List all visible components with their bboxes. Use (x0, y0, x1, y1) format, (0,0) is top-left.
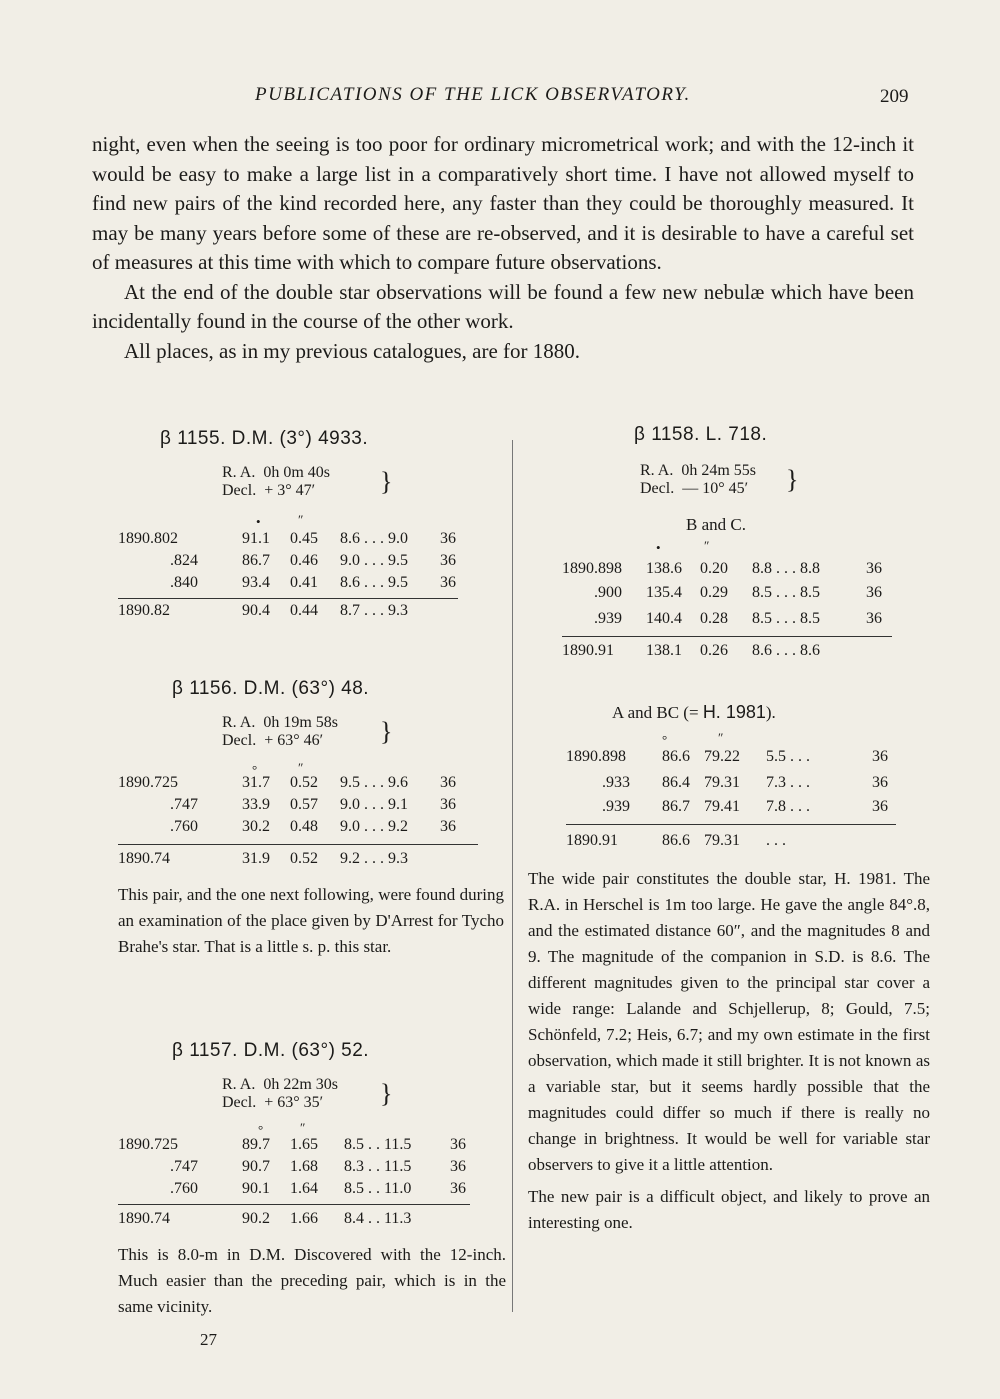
obs-magnitudes: 9.0 . . . 9.2 (340, 818, 408, 835)
obs-distance: 0.20 (700, 560, 728, 577)
obs-distance: 79.31 (704, 774, 740, 791)
entry-note (118, 1242, 506, 1320)
pair-subheading: B and C. (686, 515, 746, 534)
obs-angle: 86.4 (662, 774, 690, 791)
obs-date: 1890.898 (566, 748, 626, 765)
obs-date: .933 (602, 774, 630, 791)
obs-date: .840 (170, 574, 198, 591)
obs-distance: 1.66 (290, 1210, 318, 1227)
observation-table (118, 1122, 478, 1234)
entry-title: β 1158. L. 718. (634, 424, 768, 445)
decl-label: Decl. (222, 482, 257, 499)
degree-mark: ° (252, 762, 258, 777)
obs-distance: 0.26 (700, 642, 728, 659)
brace-mark: } (380, 717, 393, 746)
subheading-text: ). (765, 703, 776, 722)
obs-date: 1890.74 (118, 850, 170, 867)
obs-nights: 36 (440, 530, 456, 547)
entry-title: β 1156. D.M. (63°) 48. (172, 678, 370, 699)
ra-value: 0h 22m 30s (263, 1076, 339, 1093)
subheading-text: A and BC (= (612, 703, 703, 722)
obs-nights: 36 (866, 610, 882, 627)
obs-distance: 1.64 (290, 1180, 318, 1197)
obs-nights: 36 (872, 774, 888, 791)
obs-magnitudes: 9.0 . . . 9.1 (340, 796, 408, 813)
observation-table (118, 762, 478, 874)
obs-nights: 36 (440, 774, 456, 791)
obs-distance: 0.48 (290, 818, 318, 835)
obs-magnitudes: 9.2 . . . 9.3 (340, 850, 408, 867)
ra-label: R. A. (222, 714, 256, 731)
obs-date: 1890.91 (562, 642, 614, 659)
obs-angle: 31.7 (242, 774, 270, 791)
pair-subheading (612, 702, 776, 723)
ra-label: R. A. (222, 1076, 256, 1093)
obs-distance: 0.45 (290, 530, 318, 547)
seconds-mark: ″ (298, 512, 304, 527)
obs-magnitudes: 5.5 . . . (766, 748, 810, 765)
obs-angle: 86.7 (662, 798, 690, 815)
entry-b1158 (634, 424, 767, 446)
obs-date: .760 (170, 818, 198, 835)
decl-value: + 63° 46′ (264, 732, 324, 749)
table-rule (118, 598, 458, 599)
entry-b1155 (160, 428, 368, 450)
obs-nights: 36 (440, 552, 456, 569)
entry-b1157 (172, 1040, 369, 1062)
obs-distance: 0.41 (290, 574, 318, 591)
obs-angle: 90.4 (242, 602, 270, 619)
table-rule (118, 1204, 470, 1205)
coordinates (222, 1076, 422, 1116)
obs-date: .939 (602, 798, 630, 815)
obs-distance: 79.31 (704, 832, 740, 849)
entry-b1156 (172, 678, 369, 700)
note-paragraph: The new pair is a difficult object, and likely to prove an interesting one. (528, 1187, 930, 1232)
obs-magnitudes: 9.0 . . . 9.5 (340, 552, 408, 569)
obs-magnitudes: 7.8 . . . (766, 798, 810, 815)
brace-mark: } (380, 1079, 393, 1108)
entry-note (118, 882, 504, 960)
obs-distance: 0.52 (290, 774, 318, 791)
observation-table (118, 514, 478, 624)
decl-label: Decl. (640, 480, 675, 497)
decl-label: Decl. (222, 1094, 257, 1111)
obs-distance: 0.44 (290, 602, 318, 619)
obs-nights: 36 (440, 818, 456, 835)
ra-value: 0h 19m 58s (263, 714, 339, 731)
obs-angle: 138.1 (646, 642, 682, 659)
obs-magnitudes: 8.6 . . . 8.6 (752, 642, 820, 659)
obs-magnitudes: 8.5 . . . 8.5 (752, 584, 820, 601)
entry-title: β 1155. D.M. (3°) 4933. (160, 428, 369, 449)
obs-distance: 1.65 (290, 1136, 318, 1153)
note-paragraph: The wide pair constitutes the double star, H. 1981. The R.A. in Herschel is 1m too large. He gave the angle 84°.8, and the estimated distance 60″, and the magnitudes 8 and 9. The magnitude of the companion in S.D. is 8.6. The different magnitudes given to the principal star cover a wide range: Lalande and Schjellerup, 8; Gould, 7.5; Schönfeld, 7.2; Heis, 6.7; and my own estimate in the first observation, which made it still brighter. It is not known as a variable star, but it seems hardly possible that the magnitudes could differ so much if there is really no change in brightness. It would be well for variable star observers to give it a little attention. (528, 869, 930, 1174)
obs-date: 1890.802 (118, 530, 178, 547)
obs-angle: 90.2 (242, 1210, 270, 1227)
obs-magnitudes: 8.5 . . 11.5 (344, 1136, 412, 1153)
obs-magnitudes: 8.5 . . 11.0 (344, 1180, 412, 1197)
page-number: 209 (880, 86, 909, 107)
obs-date: .824 (170, 552, 198, 569)
obs-angle: 90.7 (242, 1158, 270, 1175)
obs-nights: 36 (440, 796, 456, 813)
obs-date: 1890.74 (118, 1210, 170, 1227)
obs-angle: 89.7 (242, 1136, 270, 1153)
ra-value: 0h 24m 55s (681, 462, 757, 479)
obs-distance: 0.52 (290, 850, 318, 867)
obs-nights: 36 (872, 748, 888, 765)
obs-nights: 36 (872, 798, 888, 815)
decl-value: — 10° 45′ (682, 480, 749, 497)
obs-magnitudes: 8.8 . . . 8.8 (752, 560, 820, 577)
obs-magnitudes: 9.5 . . . 9.6 (340, 774, 408, 791)
obs-angle: 30.2 (242, 818, 270, 835)
subheading-catalog-ref: H. 1981 (702, 702, 766, 722)
obs-angle: 90.1 (242, 1180, 270, 1197)
ra-label: R. A. (222, 464, 256, 481)
seconds-mark: ″ (300, 1120, 306, 1135)
obs-magnitudes: 8.7 . . . 9.3 (340, 602, 408, 619)
table-rule (118, 844, 478, 845)
entry-note (528, 866, 930, 1236)
coordinates (640, 462, 840, 502)
ra-label: R. A. (640, 462, 674, 479)
obs-date: .747 (170, 796, 198, 813)
obs-magnitudes: . . . (766, 832, 786, 849)
obs-angle: 86.6 (662, 748, 690, 765)
obs-distance: 0.46 (290, 552, 318, 569)
note-paragraph: This is 8.0-m in D.M. Discovered with the 12-inch. Much easier than the preceding pair, which is in the same vicinity. (118, 1245, 506, 1316)
obs-magnitudes: 7.3 . . . (766, 774, 810, 791)
observation-table (562, 540, 902, 664)
obs-date: 1890.91 (566, 832, 618, 849)
degree-mark: ° (258, 1122, 264, 1137)
obs-nights: 36 (450, 1180, 466, 1197)
seconds-mark: ″ (298, 760, 304, 775)
obs-magnitudes: 8.4 . . 11.3 (344, 1210, 412, 1227)
running-title: PUBLICATIONS OF THE LICK OBSERVATORY. (255, 84, 691, 105)
obs-angle: 91.1 (242, 530, 270, 547)
intro-paragraph: At the end of the double star observations will be found a few new nebulæ which have been incidentally found in the course of the other work. (92, 279, 914, 333)
obs-nights: 36 (450, 1136, 466, 1153)
obs-angle: 33.9 (242, 796, 270, 813)
table-rule (566, 824, 896, 825)
obs-magnitudes: 8.6 . . . 9.5 (340, 574, 408, 591)
table-rule (562, 636, 892, 637)
obs-angle: 138.6 (646, 560, 682, 577)
obs-nights: 36 (866, 560, 882, 577)
note-paragraph: This pair, and the one next following, were found during an examination of the place given by D'Arrest for Tycho Brahe's star. That is a little s. p. this star. (118, 885, 504, 956)
entry-title: β 1157. D.M. (63°) 52. (172, 1040, 370, 1061)
obs-date: 1890.82 (118, 602, 170, 619)
decl-value: + 3° 47′ (264, 482, 316, 499)
obs-angle: 86.7 (242, 552, 270, 569)
obs-angle: 140.4 (646, 610, 682, 627)
obs-date: 1890.898 (562, 560, 622, 577)
seconds-mark: ″ (704, 538, 710, 553)
obs-distance: 79.41 (704, 798, 740, 815)
brace-mark: } (786, 465, 799, 494)
decl-label: Decl. (222, 732, 257, 749)
seconds-mark: ″ (718, 730, 724, 745)
obs-magnitudes: 8.3 . . 11.5 (344, 1158, 412, 1175)
observation-table (566, 732, 906, 854)
obs-distance: 0.29 (700, 584, 728, 601)
degree-mark: • (656, 540, 661, 555)
degree-mark: ° (662, 732, 668, 747)
obs-nights: 36 (440, 574, 456, 591)
intro-paragraph: night, even when the seeing is too poor for ordinary micrometrical work; and with the 12-inch it would be easy to make a large list in a comparatively short time. I have not allowed myself to find new pairs of the kind recorded here, any faster than they could be thoroughly measured. It may be many years before some of these are re-observed, and it is desirable to have a careful set of measures at this time with which to compare future observations. (92, 132, 914, 274)
obs-date: .747 (170, 1158, 198, 1175)
column-divider (512, 440, 513, 1312)
obs-nights: 36 (450, 1158, 466, 1175)
obs-date: 1890.725 (118, 774, 178, 791)
decl-value: + 63° 35′ (264, 1094, 324, 1111)
ra-value: 0h 0m 40s (263, 464, 331, 481)
obs-nights: 36 (866, 584, 882, 601)
obs-date: .939 (594, 610, 622, 627)
signature-mark: 27 (200, 1330, 217, 1349)
obs-angle: 93.4 (242, 574, 270, 591)
obs-distance: 1.68 (290, 1158, 318, 1175)
obs-angle: 86.6 (662, 832, 690, 849)
obs-date: .900 (594, 584, 622, 601)
obs-date: 1890.725 (118, 1136, 178, 1153)
intro-paragraph: All places, as in my previous catalogues, are for 1880. (124, 338, 581, 363)
intro-text (92, 130, 914, 366)
obs-date: .760 (170, 1180, 198, 1197)
coordinates (222, 714, 422, 754)
obs-distance: 79.22 (704, 748, 740, 765)
obs-magnitudes: 8.5 . . . 8.5 (752, 610, 820, 627)
degree-mark: • (256, 514, 261, 529)
obs-distance: 0.28 (700, 610, 728, 627)
coordinates (222, 464, 422, 504)
obs-angle: 135.4 (646, 584, 682, 601)
brace-mark: } (380, 467, 393, 496)
obs-magnitudes: 8.6 . . . 9.0 (340, 530, 408, 547)
obs-distance: 0.57 (290, 796, 318, 813)
obs-angle: 31.9 (242, 850, 270, 867)
